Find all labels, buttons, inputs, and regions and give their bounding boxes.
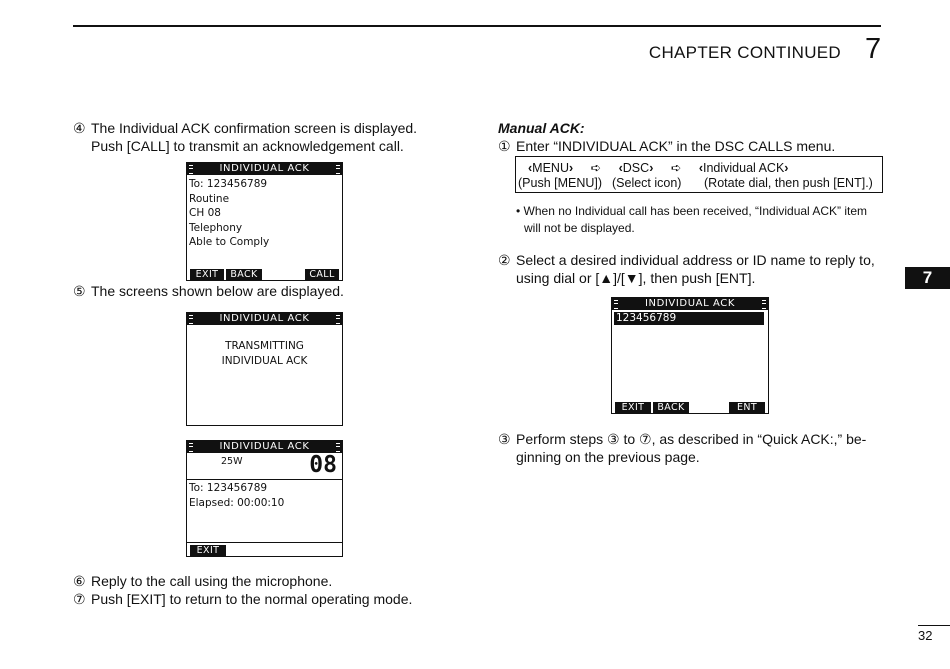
lcd-screen-ack-confirm <box>186 162 343 281</box>
arrow-right-icon: ➪ <box>590 161 602 175</box>
softkey-exit[interactable]: EXIT <box>615 402 651 413</box>
lcd-line: To: 123456789 <box>189 482 268 494</box>
step-number: ⑥ <box>73 573 86 589</box>
step-5 <box>73 282 344 300</box>
menu-icon <box>189 443 193 452</box>
step-number: ① <box>498 138 511 154</box>
lcd-title: INDIVIDUAL ACK <box>644 298 736 309</box>
step-text: The Individual ACK confirmation screen is displayed. <box>91 120 418 136</box>
menu-note: (Rotate dial, then push [ENT].) <box>704 176 873 190</box>
lcd-status-line: TRANSMITTING <box>225 340 304 352</box>
lcd-screen-address-select <box>611 297 769 414</box>
menu-item: MENU <box>532 161 569 175</box>
lcd-title-bar <box>187 313 342 325</box>
menu-icon <box>336 315 340 324</box>
section-heading: Manual ACK: <box>498 120 585 136</box>
channel-number: 08 <box>309 452 337 478</box>
lcd-screen-call-active <box>186 440 343 557</box>
chevron-right-icon: › <box>649 161 654 175</box>
lcd-line: Able to Comply <box>189 236 270 248</box>
step-1 <box>498 137 835 155</box>
lcd-title: INDIVIDUAL ACK <box>219 313 310 324</box>
chapter-side-tab: 7 <box>905 267 950 289</box>
step-text: Push [EXIT] to return to the normal operating mode. <box>91 591 413 607</box>
softkey-exit[interactable]: EXIT <box>190 269 224 280</box>
lcd-line: Routine <box>189 192 230 205</box>
chevron-left-icon: ‹ <box>698 161 703 175</box>
step-number: ④ <box>73 120 86 136</box>
menu-icon <box>189 165 193 174</box>
chevron-left-icon: ‹ <box>528 161 533 175</box>
softkey-back[interactable]: BACK <box>653 402 689 413</box>
step-text: Perform steps ③ to ⑦, as described in “Quick ACK:,” be- <box>516 431 867 447</box>
chevron-left-icon: ‹ <box>618 161 623 175</box>
menu-item: DSC <box>622 161 650 175</box>
softkey-exit[interactable]: EXIT <box>190 545 226 556</box>
arrow-right-icon: ➪ <box>670 161 682 175</box>
menu-icon <box>189 315 193 324</box>
menu-note: (Select icon) <box>612 176 682 190</box>
header-rule <box>73 25 881 27</box>
lcd-line: To: 123456789 <box>189 178 268 190</box>
chapter-number: 7 <box>865 33 882 65</box>
step-number: ② <box>498 252 511 268</box>
step-text: Reply to the call using the microphone. <box>91 573 333 589</box>
step-7 <box>73 590 412 608</box>
menu-icon <box>336 165 340 174</box>
menu-icon <box>762 300 766 309</box>
page-number-rule <box>918 625 950 626</box>
softkey-ent[interactable]: ENT <box>729 402 765 413</box>
lcd-title: INDIVIDUAL ACK <box>219 441 310 452</box>
selected-address-row[interactable]: 123456789 <box>614 312 764 325</box>
step-number: ⑦ <box>73 591 86 607</box>
menu-path-row <box>528 160 788 175</box>
lcd-title-bar <box>612 298 768 310</box>
step-6 <box>73 572 332 590</box>
menu-icon <box>336 443 340 452</box>
step-text: Enter “INDIVIDUAL ACK” in the DSC CALLS menu. <box>516 138 836 154</box>
menu-path-box <box>515 156 883 193</box>
page-number: 32 <box>918 628 933 643</box>
step-number: ③ <box>498 431 511 447</box>
menu-item: Individual ACK <box>702 161 785 175</box>
lcd-title-bar <box>187 163 342 175</box>
lcd-screen-transmitting <box>186 312 343 426</box>
lcd-title: INDIVIDUAL ACK <box>219 163 310 174</box>
lcd-line: CH 08 <box>189 207 221 219</box>
menu-note: (Push [MENU]) <box>518 176 603 190</box>
menu-icon <box>614 300 618 309</box>
note <box>516 203 867 237</box>
lcd-divider <box>187 479 342 480</box>
lcd-line: Elapsed: 00:00:10 <box>189 496 285 509</box>
chapter-label: CHAPTER CONTINUED <box>648 43 841 62</box>
step-text-cont: using dial or [▲]/[▼], then push [ENT]. <box>516 270 756 286</box>
lcd-line: Telephony <box>189 221 243 234</box>
softkey-call[interactable]: CALL <box>305 269 339 280</box>
step-2 <box>498 251 875 287</box>
note-text-cont: will not be displayed. <box>524 221 635 235</box>
note-text: • When no Individual call has been received, “Individual ACK” item <box>516 204 868 218</box>
step-number: ⑤ <box>73 283 86 299</box>
step-text: Select a desired individual address or ID name to reply to, <box>516 252 875 268</box>
step-3 <box>498 430 866 466</box>
step-text: The screens shown below are displayed. <box>91 283 344 299</box>
lcd-divider <box>187 542 342 543</box>
power-level: 25W <box>221 456 243 467</box>
lcd-status-line: INDIVIDUAL ACK <box>221 354 308 367</box>
chevron-right-icon: › <box>568 161 574 175</box>
step-4 <box>73 119 417 155</box>
step-text-cont: ginning on the previous page. <box>516 449 700 465</box>
softkey-back[interactable]: BACK <box>226 269 262 280</box>
step-text-cont: Push [CALL] to transmit an acknowledgement call. <box>91 138 404 154</box>
chevron-right-icon: › <box>784 161 789 175</box>
